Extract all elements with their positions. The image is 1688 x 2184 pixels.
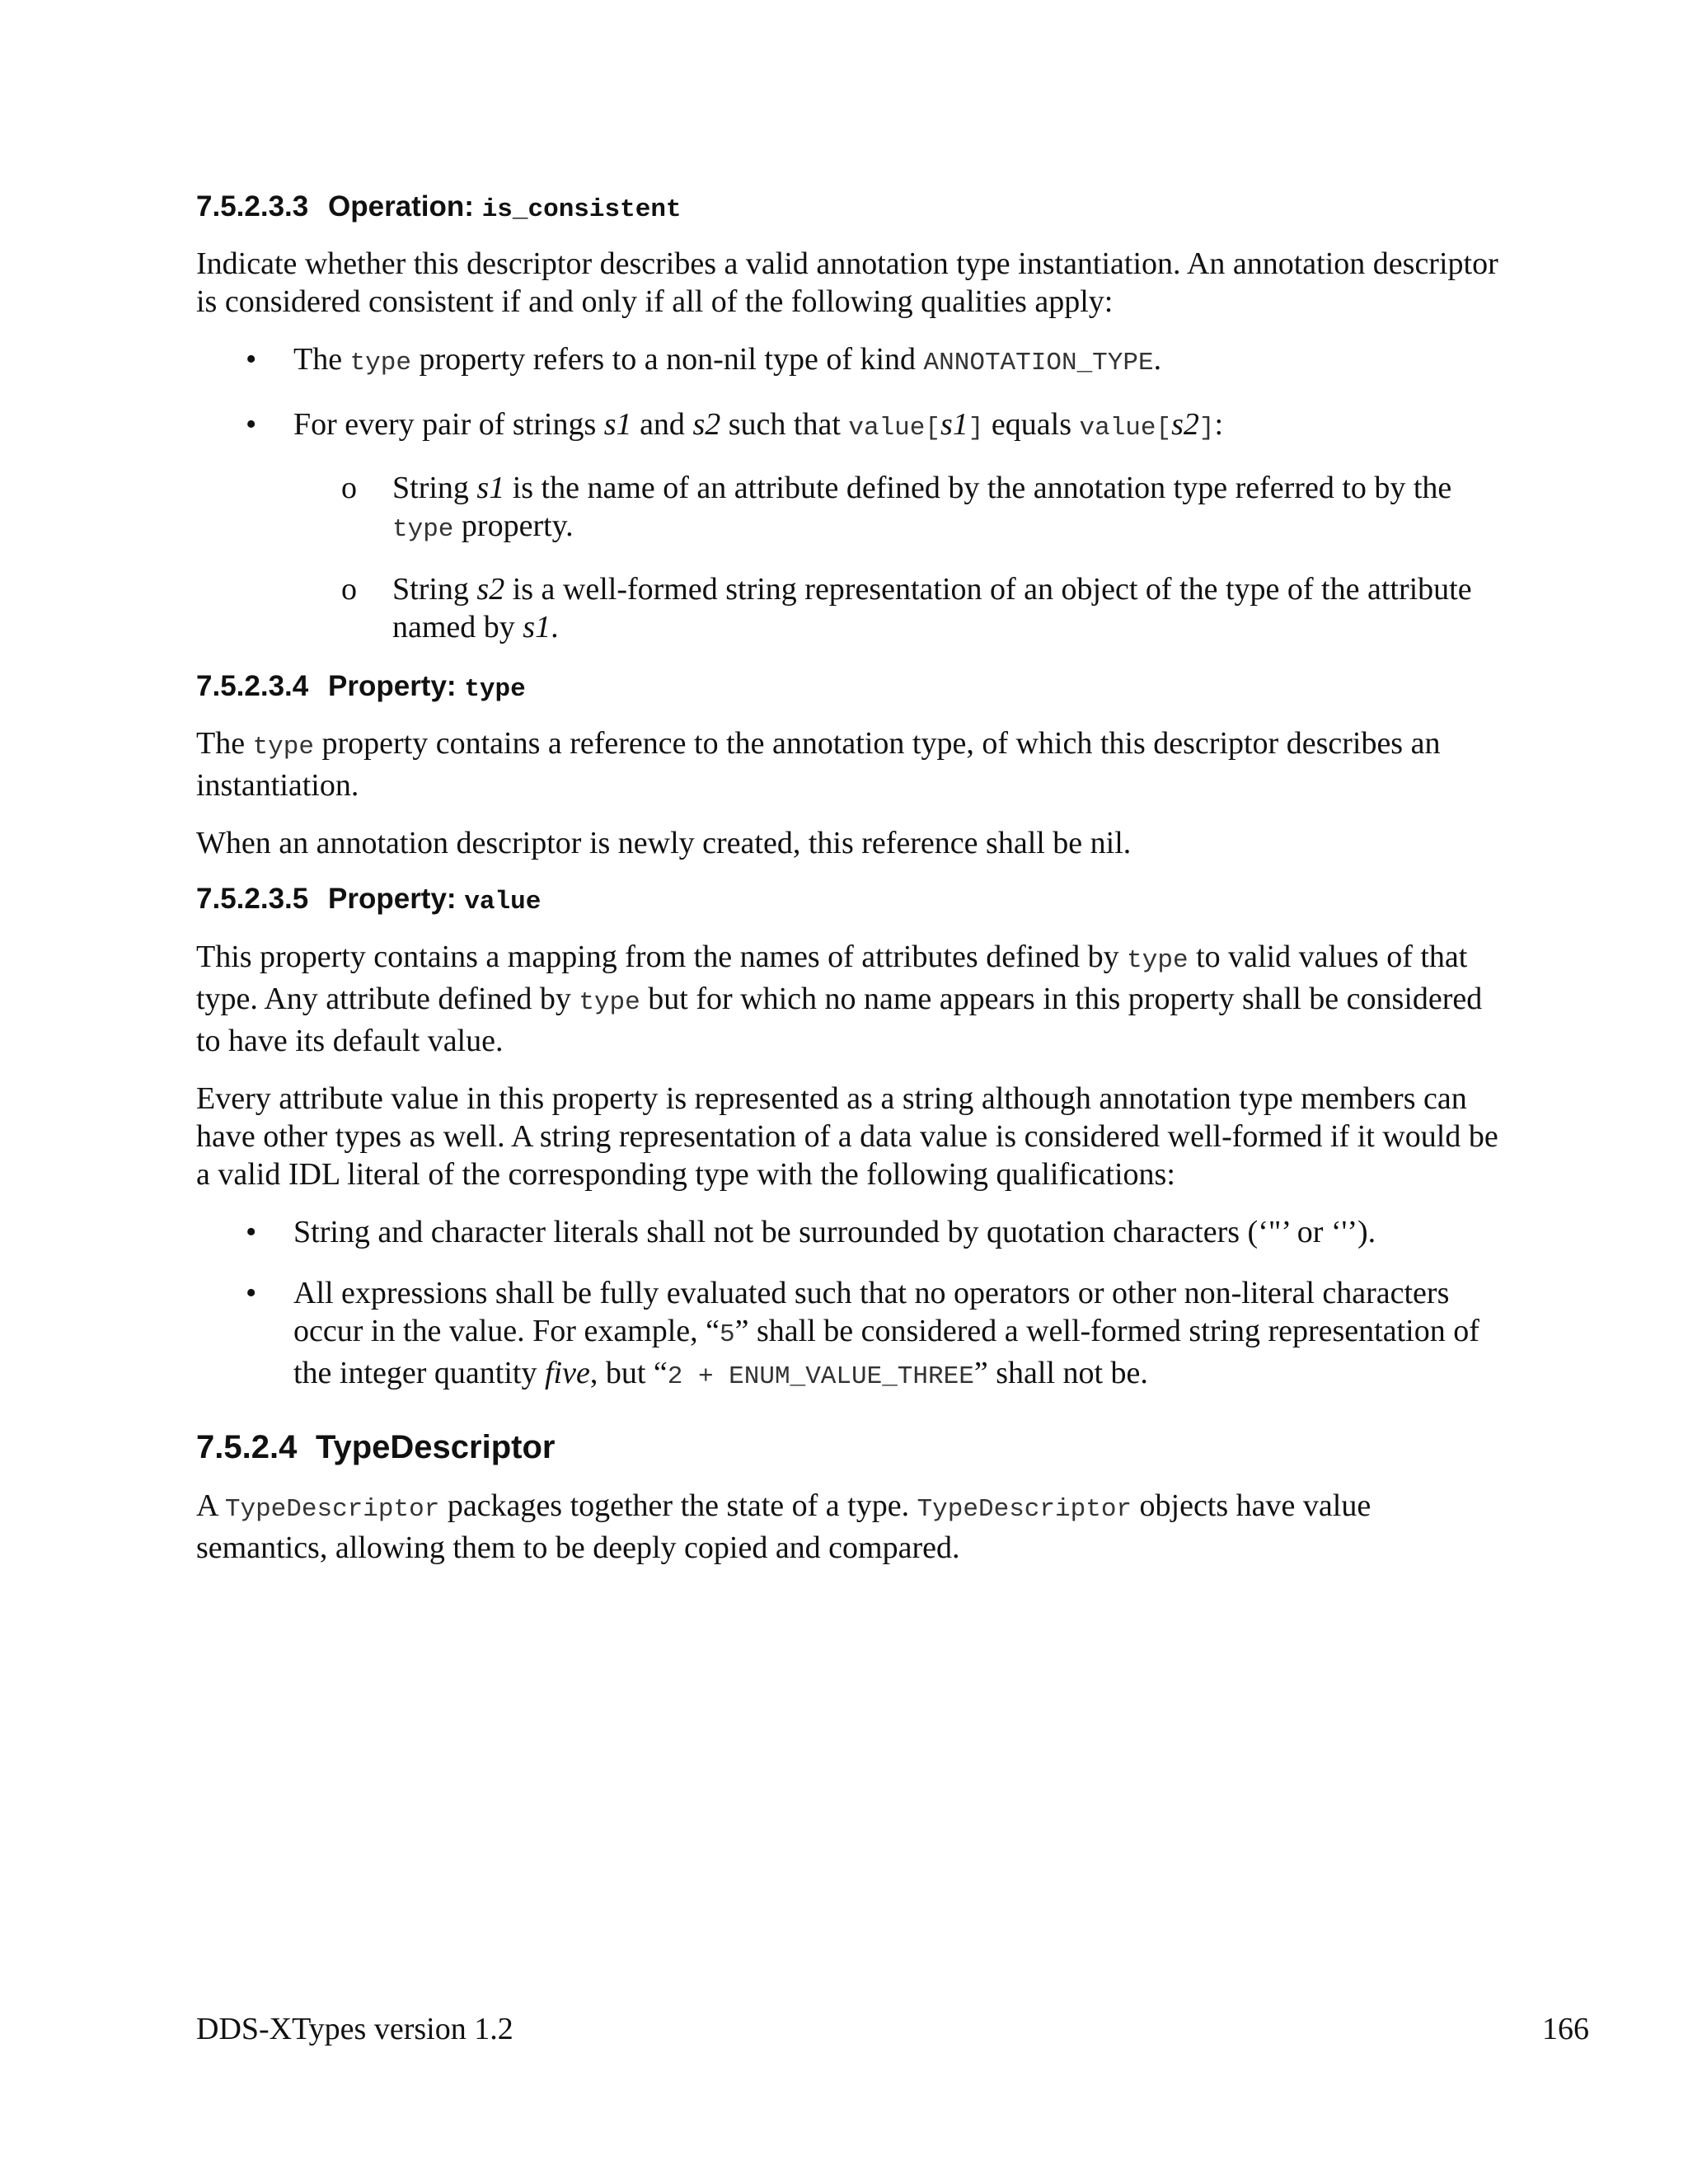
text: All expressions shall be fully evaluated such that no operators or other non-literal characters occur in the value. For example, “ [293, 1275, 1450, 1348]
bullet-icon: • [246, 1214, 257, 1249]
list-item [196, 1274, 1498, 1396]
list-item [196, 405, 1498, 646]
section-label: Operation: [328, 190, 482, 223]
footer-page-number: 166 [1542, 2012, 1589, 2046]
section-number: 7.5.2.4 [196, 1428, 298, 1465]
text: such that [720, 407, 849, 443]
list-item [196, 340, 1498, 382]
text: The [196, 726, 253, 762]
section-heading-typedescriptor [196, 1427, 1498, 1467]
inline-code: type [579, 987, 640, 1017]
text: , but “ [589, 1355, 668, 1390]
paragraph: Indicate whether this descriptor describes a valid annotation type instantiation. An annotation descriptor is considered consistent if and only if all of the following qualities apply: [196, 246, 1498, 320]
paragraph: When an annotation descriptor is newly created, this reference shall be nil. [196, 826, 1132, 861]
text: packages together the state of a type. [439, 1488, 917, 1523]
sub-list-item [293, 570, 1498, 646]
bullet-icon: • [246, 342, 257, 377]
italic-var: s1 [476, 471, 505, 506]
inline-code: ] [968, 414, 984, 443]
section-number: 7.5.2.3.5 [196, 883, 309, 916]
section-code: is_consistent [481, 195, 682, 224]
text: String [392, 572, 477, 607]
inline-code: ] [1198, 414, 1215, 443]
text: objects have value semantics, allowing them to be deeply copied and compared. [196, 1488, 1372, 1565]
text: A [196, 1488, 225, 1523]
inline-code: type [252, 733, 314, 762]
paragraph [196, 1487, 1498, 1567]
document-page [196, 190, 1498, 1586]
inline-code: TypeDescriptor [224, 1494, 440, 1524]
paragraph [196, 724, 1498, 804]
bullet-list [196, 340, 1498, 646]
text: property contains a reference to the annotation type, of which this descriptor describes an instantiation. [196, 726, 1441, 804]
text: but for which no name appears in this property shall be considered to have its default value. [196, 981, 1483, 1058]
text: ” shall be considered a well-formed string representation of the integer quantity [293, 1313, 1479, 1390]
italic-text: five [544, 1355, 590, 1390]
text: String [392, 471, 477, 506]
text: . [1153, 342, 1162, 377]
inline-code: type [349, 349, 411, 378]
bullet-icon: • [246, 407, 257, 443]
text: : [1214, 407, 1224, 443]
paragraph: Every attribute value in this property is represented as a string although annotation type members can have other types as well. A string representation of a data value is considered well-formed if it would be a valid IDL literal of the corresponding type with the following qualifications: [196, 1080, 1498, 1192]
text: property. [453, 509, 574, 544]
inline-code: ANNOTATION_TYPE [923, 349, 1154, 378]
sub-list [293, 469, 1498, 646]
page-footer [196, 2011, 1589, 2047]
paragraph [196, 938, 1498, 1060]
section-heading-is-consistent [196, 190, 1498, 225]
text: property refers to a non-nil type of kind [411, 342, 924, 377]
section-code: value [464, 888, 542, 917]
sub-bullet-icon: o [341, 572, 357, 607]
inline-code: 2 + ENUM_VALUE_THREE [667, 1361, 974, 1391]
footer-document-title: DDS-XTypes version 1.2 [196, 2012, 513, 2046]
section-heading-value [196, 882, 1498, 917]
inline-code: value[ [848, 414, 940, 443]
section-number: 7.5.2.3.3 [196, 190, 309, 223]
inline-code: TypeDescriptor [917, 1494, 1132, 1524]
section-number: 7.5.2.3.4 [196, 670, 309, 703]
sub-list-item [293, 469, 1498, 549]
inline-code: type [392, 515, 454, 545]
bullet-icon: • [246, 1275, 257, 1310]
italic-var: s2 [692, 407, 721, 443]
section-heading-type [196, 669, 1498, 705]
italic-var: s1 [940, 407, 968, 443]
text: This property contains a mapping from the names of attributes defined by [196, 939, 1128, 974]
text: to valid values of that type. Any attribute defined by [196, 939, 1468, 1016]
text: ” shall not be. [973, 1355, 1148, 1390]
sub-bullet-icon: o [341, 471, 357, 506]
text: String and character literals shall not be surrounded by quotation characters (‘"’ or ‘'’). [293, 1214, 1376, 1249]
inline-code: value[ [1079, 414, 1172, 443]
text: equals [983, 407, 1080, 443]
text: . [551, 610, 559, 645]
list-item [196, 1213, 1498, 1251]
section-label: Property: [328, 670, 465, 703]
italic-var: s2 [476, 572, 505, 607]
text: For every pair of strings [293, 407, 604, 443]
section-code: type [464, 675, 526, 705]
inline-code: type [1127, 945, 1189, 975]
text: is a well-formed string representation of an object of the type of the attribute named by [392, 572, 1472, 645]
text: The [293, 342, 350, 377]
bullet-list [196, 1213, 1498, 1396]
section-label: Property: [328, 883, 465, 916]
text: and [631, 407, 693, 443]
inline-code: 5 [720, 1319, 735, 1349]
section-title: TypeDescriptor [316, 1428, 556, 1465]
italic-var: s2 [1171, 407, 1199, 443]
italic-var: s1 [603, 407, 632, 443]
text: is the name of an attribute defined by the annotation type referred to by the [504, 471, 1452, 506]
italic-var: s1 [523, 610, 551, 645]
